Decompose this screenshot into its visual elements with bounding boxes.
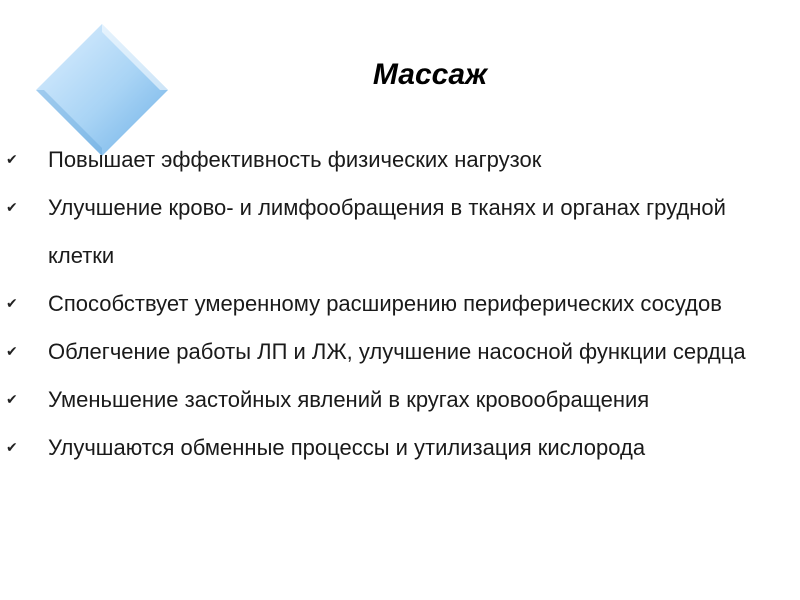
list-item-text: Уменьшение застойных явлений в кругах кровообращения [48,387,650,412]
checkmark-icon: ✔ [6,200,18,216]
list-item-text: Облегчение работы ЛП и ЛЖ, улучшение насосной функции сердца [48,339,746,364]
list-item [0,136,800,184]
list-item [0,328,800,376]
list-item [0,280,800,328]
checkmark-icon: ✔ [6,440,18,456]
list-item-text: Повышает эффективность физических нагрузок [48,147,542,172]
checkmark-icon: ✔ [6,344,18,360]
list-item-text: Способствует умеренному расширению периферических сосудов [48,291,722,316]
slide-title: Массаж [372,58,488,91]
list-item-text: Улучшение крово- и лимфообращения в тканях и органах грудной клетки [48,195,726,268]
checkmark-icon: ✔ [6,296,18,312]
list-item [0,184,800,280]
bullet-list [0,136,800,472]
list-item [0,376,800,424]
list-item [0,424,800,472]
list-item-text: Улучшаются обменные процессы и утилизация кислорода [48,435,646,460]
checkmark-icon: ✔ [6,152,18,168]
checkmark-icon: ✔ [6,392,18,408]
